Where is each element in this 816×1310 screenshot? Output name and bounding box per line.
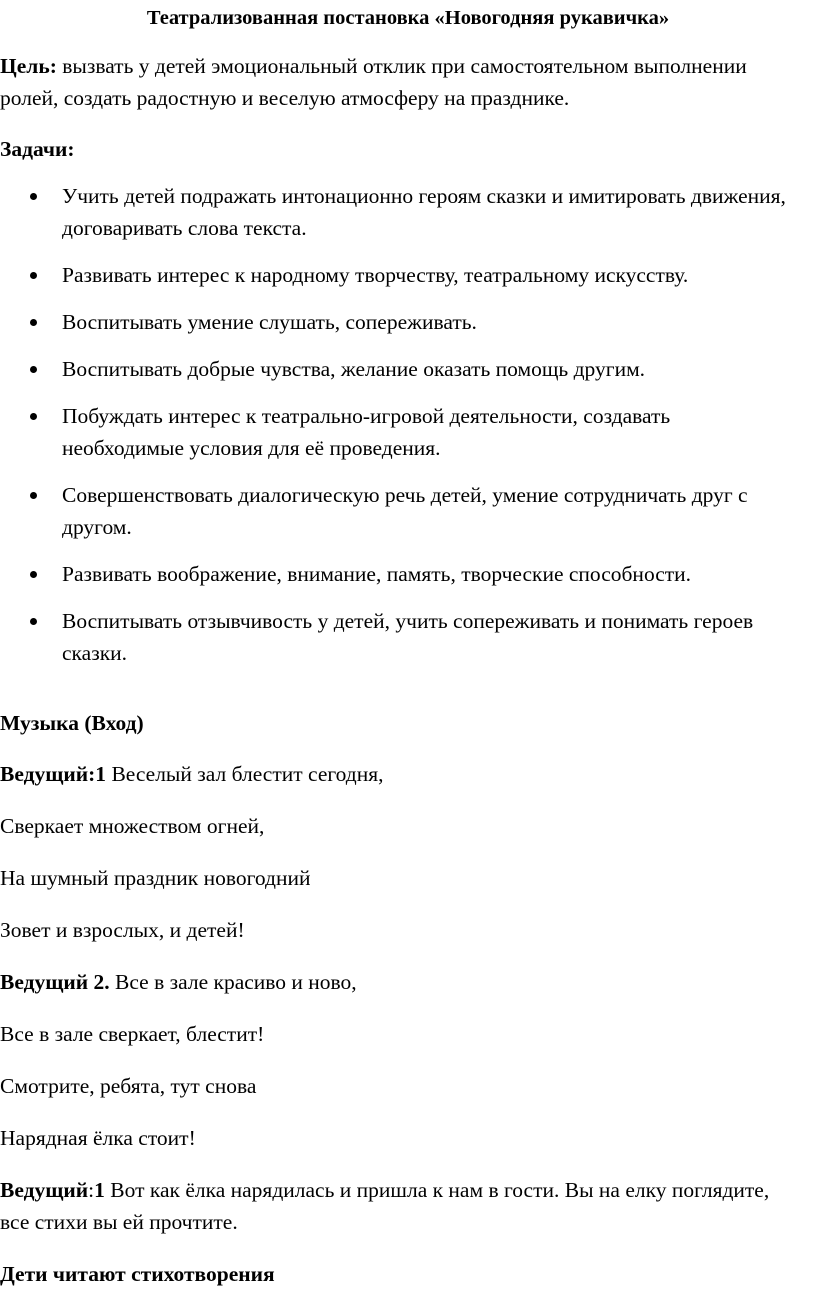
verse-text: Все в зале красиво и ново, bbox=[109, 970, 357, 994]
bullet-icon bbox=[30, 366, 37, 373]
task-text: Совершенствовать диалогическую речь детей, умение сотрудничать друг с другом. bbox=[62, 483, 748, 539]
bullet-icon bbox=[30, 319, 37, 326]
verse-line: Нарядная ёлка стоит! bbox=[0, 1126, 196, 1150]
list-item bbox=[0, 259, 816, 291]
task-text: Воспитывать отзывчивость у детей, учить сопереживать и понимать героев сказки. bbox=[62, 609, 754, 665]
bullet-icon bbox=[30, 272, 37, 279]
list-item bbox=[0, 306, 816, 338]
list-item bbox=[0, 605, 816, 669]
bullet-icon bbox=[30, 492, 37, 499]
task-text: Развивать интерес к народному творчеству, театральному искусству. bbox=[62, 263, 689, 287]
list-item bbox=[0, 479, 816, 543]
list-item bbox=[0, 353, 816, 385]
verse-line: Смотрите, ребята, тут снова bbox=[0, 1074, 257, 1098]
goal-label: Цель: bbox=[0, 54, 57, 78]
verse-line: Зовет и взрослых, и детей! bbox=[0, 918, 245, 942]
speaker-separator: : bbox=[88, 1178, 95, 1202]
task-text: Воспитывать добрые чувства, желание оказать помощь другим. bbox=[62, 357, 646, 381]
speaker-label: Ведущий bbox=[0, 1178, 89, 1202]
bullet-icon bbox=[30, 413, 37, 420]
verse-line: Сверкает множеством огней, bbox=[0, 814, 265, 838]
task-text: Учить детей подражать интонационно героям сказки и имитировать движения, договаривать слова текста. bbox=[62, 184, 786, 240]
task-text: Воспитывать умение слушать, сопереживать. bbox=[62, 310, 477, 334]
children-heading: Дети читают стихотворения bbox=[0, 1262, 275, 1286]
tasks-heading: Задачи: bbox=[0, 137, 75, 161]
verse-text: Веселый зал блестит сегодня, bbox=[106, 762, 384, 786]
verse-line bbox=[0, 758, 800, 790]
list-item bbox=[0, 400, 816, 464]
document-title: Театрализованная постановка «Новогодняя рукавичка» bbox=[146, 7, 670, 29]
speech-text: Вот как ёлка нарядилась и пришла к нам в гости. Вы на елку поглядите, все стихи вы ей прочтите. bbox=[0, 1178, 770, 1234]
verse-line: На шумный праздник новогодний bbox=[0, 866, 311, 890]
goal-paragraph bbox=[0, 50, 800, 114]
bullet-icon bbox=[30, 571, 37, 578]
speaker-label: Ведущий 2. bbox=[0, 970, 110, 994]
bullet-icon bbox=[30, 618, 37, 625]
host1-verse bbox=[0, 758, 800, 1310]
speaker-label: Ведущий:1 bbox=[0, 762, 107, 786]
bullet-icon bbox=[30, 193, 37, 200]
speaker-number: 1 bbox=[94, 1178, 105, 1202]
verse-line bbox=[0, 966, 800, 998]
speech-paragraph bbox=[0, 1174, 800, 1238]
list-item bbox=[0, 558, 816, 590]
verse-line: Все в зале сверкает, блестит! bbox=[0, 1022, 265, 1046]
list-item bbox=[0, 180, 816, 244]
tasks-list bbox=[0, 180, 816, 684]
music-heading: Музыка (Вход) bbox=[0, 711, 144, 735]
task-text: Побуждать интерес к театрально-игровой деятельности, создавать необходимые условия для её проведения. bbox=[62, 404, 671, 460]
task-text: Развивать воображение, внимание, память, творческие способности. bbox=[62, 562, 692, 586]
goal-text: вызвать у детей эмоциональный отклик при самостоятельном выполнении ролей, создать радостную и веселую атмосферу на празднике. bbox=[0, 54, 747, 110]
